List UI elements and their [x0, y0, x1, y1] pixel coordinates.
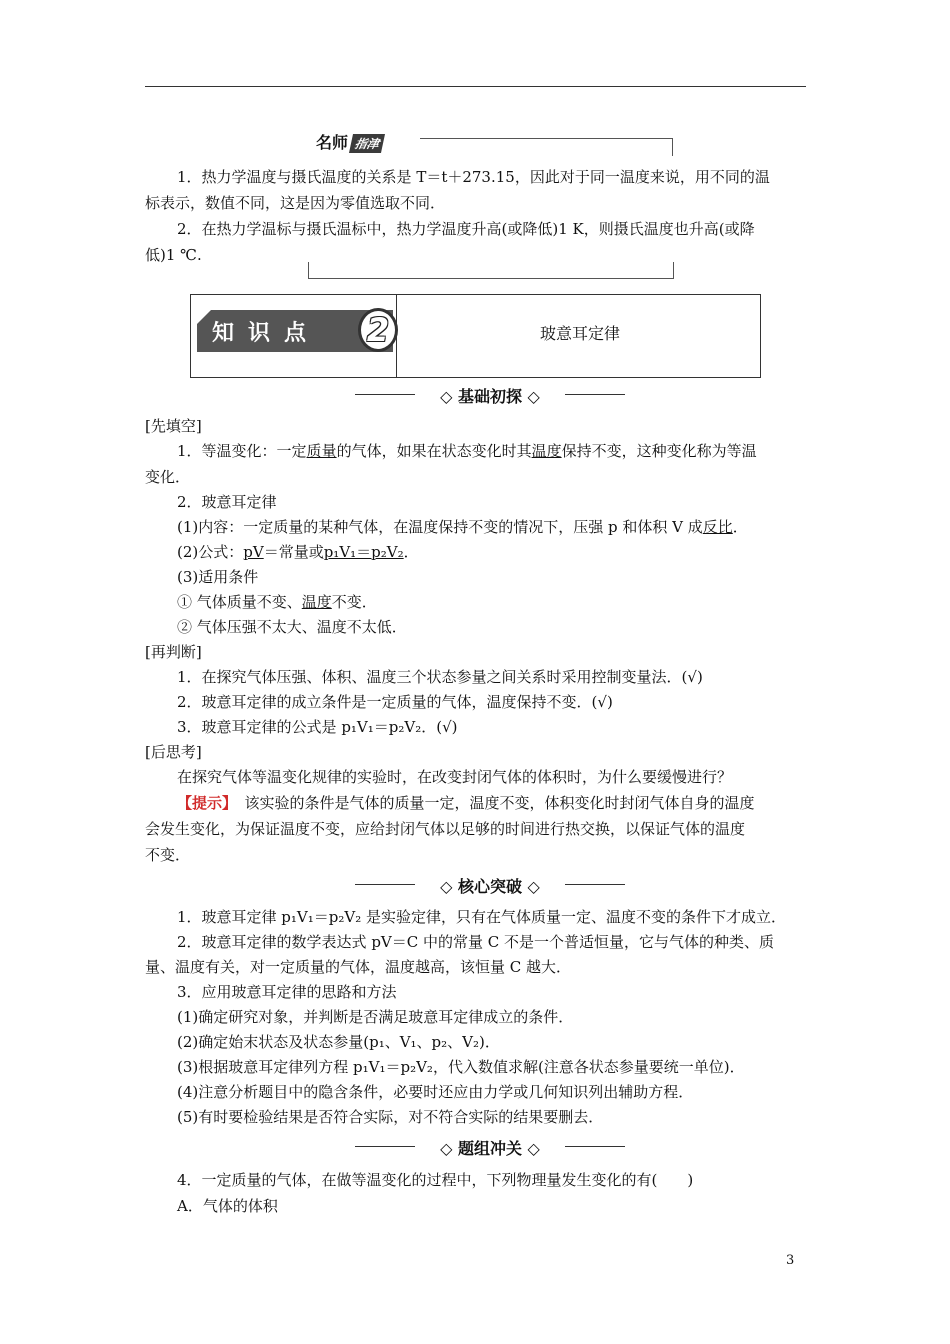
exercise-line: A．气体的体积 [177, 1197, 278, 1215]
teacher-note-badge: 指津 [349, 134, 385, 153]
core-line: (2)确定始末状态及状态参量(p₁、V₁、p₂、V₂)． [177, 1033, 500, 1051]
section-heading-core: ◇ 核心突破 ◇ [355, 874, 625, 894]
bracket-top-rule [420, 138, 672, 139]
hint-line: 【提示】 该实验的条件是气体的质量一定，温度不变，体积变化时封闭气体自身的温度 [177, 794, 755, 812]
think-tag: [后思考] [145, 743, 202, 761]
teacher-note-line: 1．热力学温度与摄氏温度的关系是 T＝t＋273.15，因此对于同一温度来说，用不同的温 [177, 168, 770, 186]
core-line: 2．玻意耳定律的数学表达式 pV＝C 中的常量 C 不是一个普适恒量，它与气体的种类、质 [177, 933, 775, 951]
section-heading-basic: ◇ 基础初探 ◇ [355, 384, 625, 404]
knowledge-point-label: 知识点 [212, 321, 321, 346]
hint-line: 会发生变化，为保证温度不变，应给封闭气体以足够的时间进行热交换，以保证气体的温度 [145, 820, 746, 838]
teacher-note-line: 标表示，数值不同，这是因为零值选取不同． [145, 194, 446, 212]
knowledge-point-divider [396, 294, 397, 378]
bracket-bottom-rule [308, 278, 674, 279]
page-number: 3 [786, 1253, 795, 1268]
core-line: (1)确定研究对象，并判断是否满足玻意耳定律成立的条件． [177, 1008, 574, 1026]
basic-line: (2)公式：pV＝常量或p₁V₁＝p₂V₂． [177, 543, 419, 561]
teacher-note-line: 低)1 ℃. [145, 246, 202, 264]
core-line: 量、温度有关，对一定质量的气体，温度越高，该恒量 C 越大． [145, 958, 572, 976]
hint-label: 【提示】 [177, 794, 230, 812]
basic-line: 2．玻意耳定律 [177, 493, 277, 511]
core-line: 3．应用玻意耳定律的思路和方法 [177, 983, 397, 1001]
basic-line: (1)内容：一定质量的某种气体，在温度保持不变的情况下，压强 p 和体积 V 成反比． [177, 518, 748, 536]
basic-line: (3)适用条件 [177, 568, 259, 586]
hint-line: 不变． [145, 846, 191, 864]
basic-line: ② 气体压强不太大、温度不太低． [177, 618, 407, 636]
knowledge-point-title: 玻意耳定律 [540, 324, 621, 343]
question-line: 在探究气体等温变化规律的实验时，在改变封闭气体的体积时，为什么要缓慢进行？ [177, 768, 733, 786]
basic-line: ① 气体质量不变、温度不变． [177, 593, 377, 611]
core-line: (4)注意分析题目中的隐含条件，必要时还应由力学或几何知识列出辅助方程． [177, 1083, 694, 1101]
section-heading-exercise: ◇ 题组冲关 ◇ [355, 1136, 625, 1156]
core-line: (3)根据玻意耳定律列方程 p₁V₁＝p₂V₂，代入数值求解(注意各状态参量要统一单位)． [177, 1058, 745, 1076]
basic-line: 变化． [145, 468, 191, 486]
bracket-bottom-left [308, 262, 309, 278]
judge-line: 3．玻意耳定律的公式是 p₁V₁＝p₂V₂．(√) [177, 718, 458, 736]
teacher-note-label: 名师 指津 [316, 130, 383, 153]
basic-line: 1．等温变化：一定质量的气体，如果在状态变化时其温度保持不变，这种变化称为等温 [177, 442, 757, 460]
bracket-bottom-right [673, 262, 674, 278]
judge-tag: [再判断] [145, 643, 202, 661]
header-rule [145, 86, 806, 87]
judge-line: 1．在探究气体压强、体积、温度三个状态参量之间关系时采用控制变量法．(√) [177, 668, 703, 686]
judge-line: 2．玻意耳定律的成立条件是一定质量的气体，温度保持不变．(√) [177, 693, 613, 711]
bracket-top-tick [672, 138, 673, 156]
core-line: (5)有时要检验结果是否符合实际，对不符合实际的结果要删去． [177, 1108, 604, 1126]
exercise-line: 4．一定质量的气体，在做等温变化的过程中，下列物理量发生变化的有( ) [177, 1171, 694, 1189]
core-line: 1．玻意耳定律 p₁V₁＝p₂V₂ 是实验定律，只有在气体质量一定、温度不变的条件下才成立． [177, 908, 787, 926]
teacher-note-line: 2．在热力学温标与摄氏温标中，热力学温度升高(或降低)1 K，则摄氏温度也升高(或降 [177, 220, 755, 238]
fill-tag: [先填空] [145, 417, 202, 435]
knowledge-point-number: 2 [358, 308, 398, 352]
